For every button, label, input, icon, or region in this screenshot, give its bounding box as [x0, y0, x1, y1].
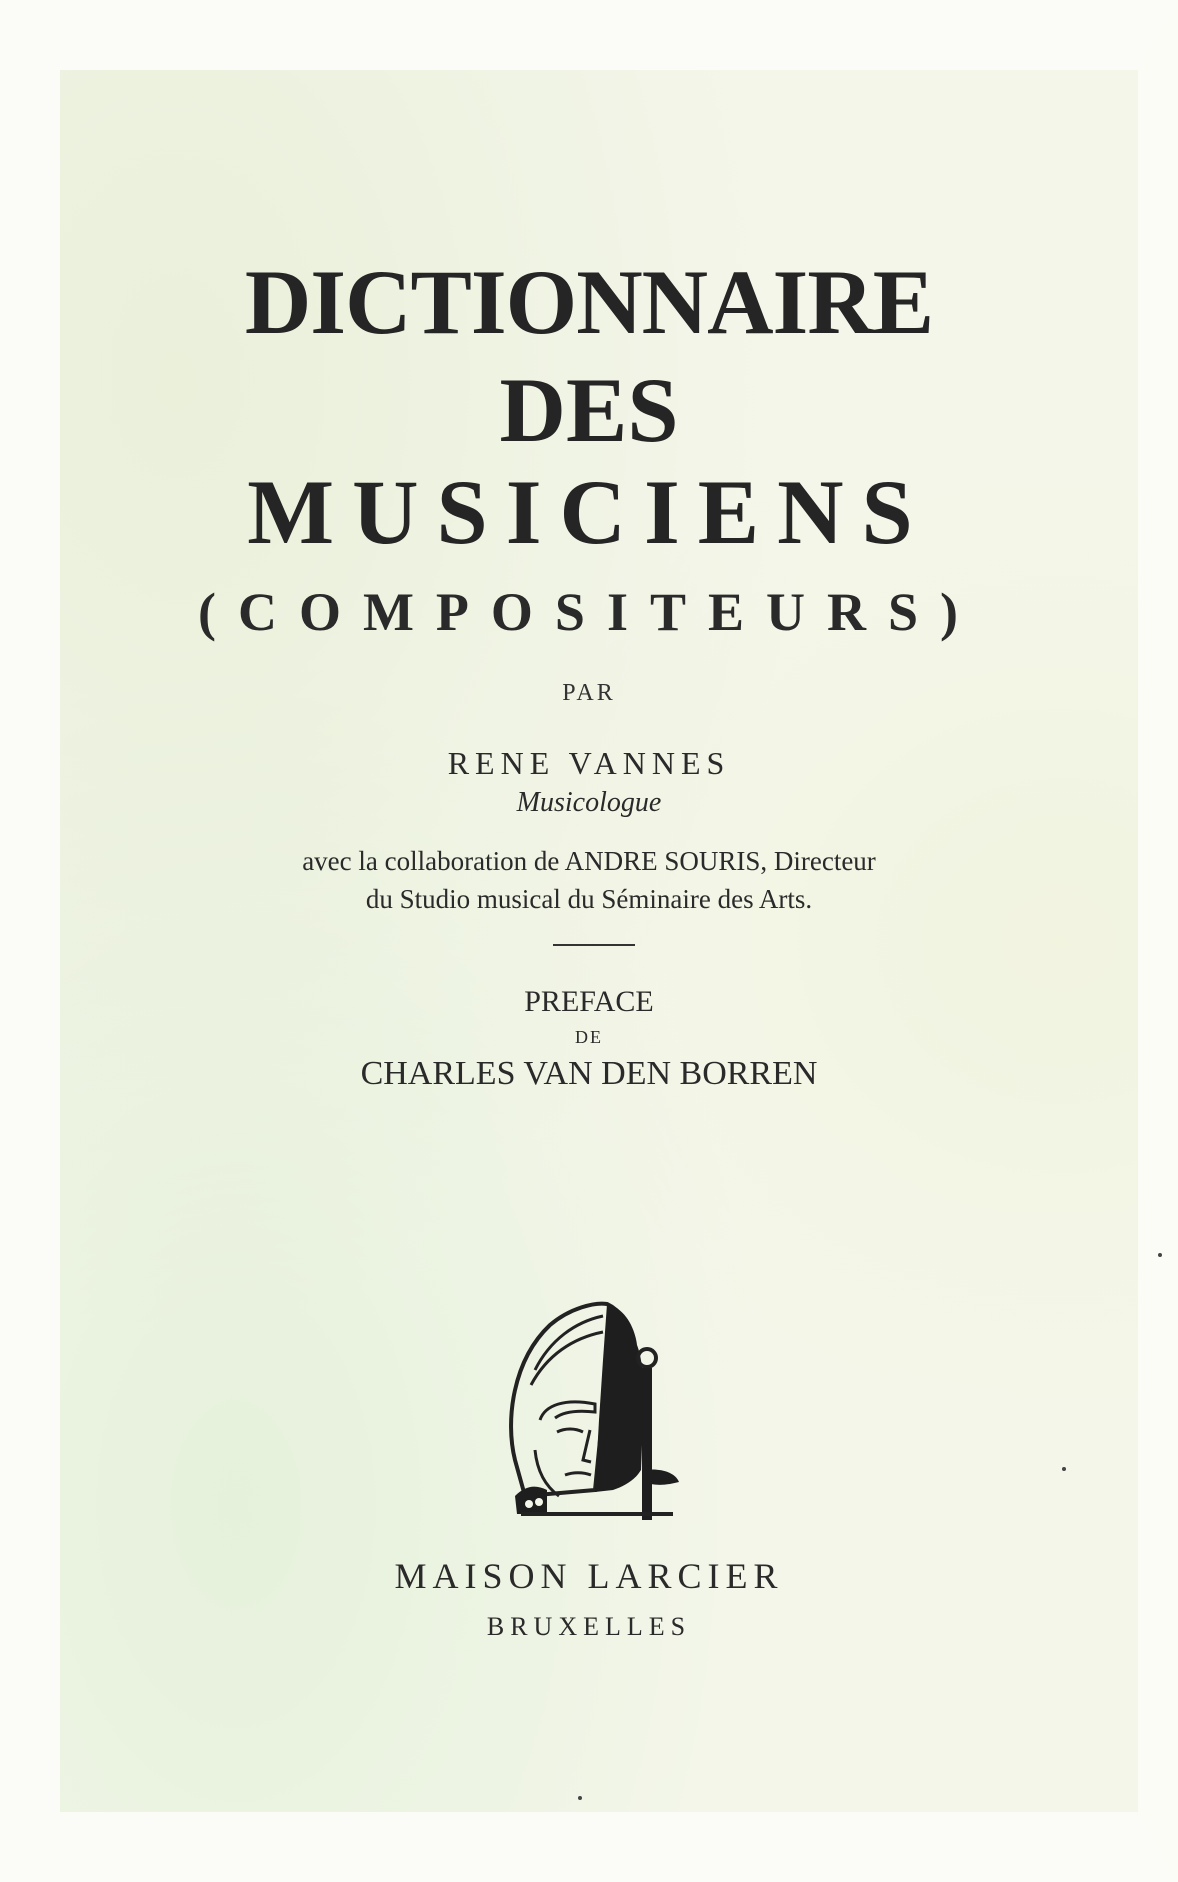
- publisher-city: BRUXELLES: [486, 1612, 692, 1641]
- by-label: PAR: [562, 680, 616, 706]
- publisher-name: MAISON LARCIER: [394, 1556, 784, 1596]
- collaboration-line-1: avec la collaboration de ANDRE SOURIS, Directeur: [302, 846, 876, 876]
- collaboration-line-2: du Studio musical du Séminaire des Arts.: [365, 884, 813, 914]
- paper-speck: [1158, 1253, 1162, 1257]
- divider-rule: [553, 944, 635, 946]
- paper-speck: [578, 1796, 582, 1800]
- title-line-1: DICTIONNAIRE: [244, 251, 934, 353]
- preface-author: CHARLES VAN DEN BORREN: [360, 1055, 818, 1092]
- publisher-emblem-helmeted-head-icon: [495, 1300, 685, 1522]
- title-line-3: MUSICIENS: [247, 461, 931, 563]
- title-line-2: DES: [499, 359, 679, 461]
- preface-label: PREFACE: [524, 985, 654, 1018]
- paper-speck: [1062, 1467, 1066, 1471]
- author-name: RENE VANNES: [447, 745, 731, 781]
- author-role: Musicologue: [516, 787, 662, 818]
- subtitle: (COMPOSITEURS): [197, 582, 981, 642]
- preface-connector: DE: [575, 1027, 603, 1047]
